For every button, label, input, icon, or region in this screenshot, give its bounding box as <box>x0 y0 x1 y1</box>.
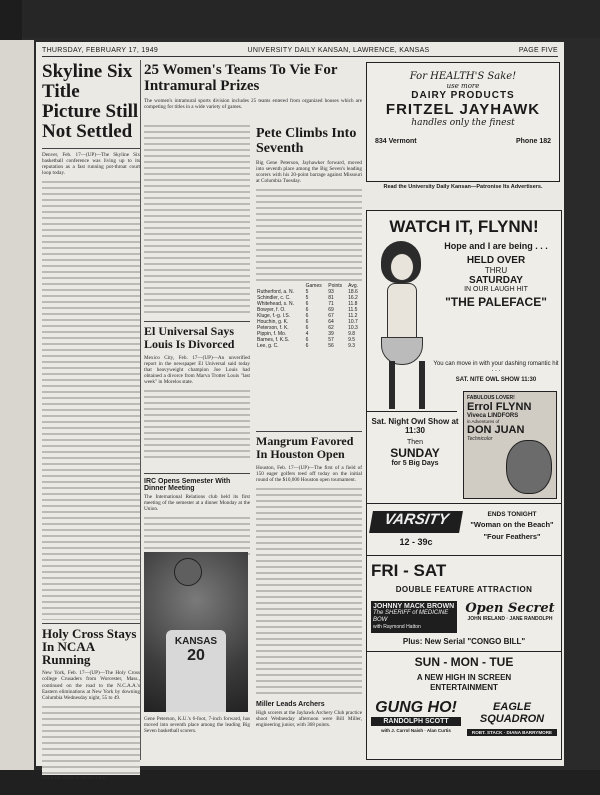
photo-gene-peterson <box>144 552 248 712</box>
johnny-mack-brown <box>371 601 457 633</box>
sunday: SUNDAY <box>390 446 440 460</box>
scorer-stat: 6 <box>305 343 309 350</box>
louis-story-body <box>144 389 250 459</box>
scorer-name: Whitehead, s. N. <box>257 301 294 308</box>
pinup-illustration <box>373 241 431 411</box>
then: Then <box>407 439 423 446</box>
film-border-top <box>0 0 600 38</box>
scorer-stat: 57 <box>328 337 334 344</box>
headline-miller: Miller Leads Archers <box>256 701 325 709</box>
scorer-stat: 69 <box>328 307 334 314</box>
eagle-block <box>467 701 557 736</box>
sheriff-title: The SHERIFF of MEDICINE BOW <box>373 610 449 623</box>
paleface-title: "THE PALEFACE" <box>445 295 547 309</box>
dairy-tag: handles only the finest <box>411 118 515 128</box>
scorers-row <box>256 343 362 349</box>
jersey-text: KANSAS <box>174 636 218 647</box>
column-sports-left <box>42 60 141 781</box>
scorer-stat: 18.6 <box>348 289 358 296</box>
scorer-stat: 5 <box>305 295 309 302</box>
mangrum-story <box>256 428 362 758</box>
scorer-stat: 6 <box>305 319 309 326</box>
louis-story-lead: Mexico City, Feb. 17—(UP)—An unverified report in the newspaper El Universal said today that heavyweight champion Joe Louis had obtained a divorce from Marva Trotter Louis "last week" in Morelos state. <box>144 355 250 386</box>
scorer-stat: 6 <box>305 301 309 308</box>
dairy-phone: Phone 182 <box>515 138 551 145</box>
masthead <box>42 44 558 57</box>
eagle-squadron: EAGLE SQUADRON <box>479 701 545 725</box>
ends-title: "Woman on the Beach" <box>470 520 554 529</box>
gung-ho: GUNG HO! <box>375 699 457 716</box>
divider <box>256 431 362 432</box>
double-feature: DOUBLE FEATURE ATTRACTION <box>395 585 533 594</box>
previous-page-edge <box>0 40 34 770</box>
scorer-stat: 11.2 <box>348 313 358 320</box>
scorer-stat: 16.2 <box>348 295 358 302</box>
photo-caption: Gene Peterson, K.U.'s 6-foot, 7-inch forward, has moved into seventh place among the leading Big Seven basketball scorers. <box>144 716 250 735</box>
irc-story <box>144 470 250 550</box>
scorer-stat: 6 <box>305 313 309 320</box>
saturday: SATURDAY <box>469 275 523 286</box>
basketball-icon <box>174 558 202 586</box>
scorer-stat: 9.3 <box>348 343 356 350</box>
holy-cross-body <box>42 705 140 775</box>
sun-mon-tue: SUN - MON - TUE <box>414 655 514 669</box>
scorer-stat: 5 <box>305 289 309 296</box>
headline-holy-cross: Holy Cross Stays In NCAA Running <box>42 626 137 668</box>
owl-line: SAT. NITE OWL SHOW 11:30 <box>455 377 537 383</box>
thru: THRU <box>484 266 508 275</box>
hope-line: Hope and I are being . . . <box>444 241 548 251</box>
poster-color: Technicolor <box>467 436 493 442</box>
new-high: A NEW HIGH IN SCREEN ENTERTAINMENT <box>416 673 512 692</box>
headline-mangrum: Mangrum Favored In Houston Open <box>256 434 354 461</box>
masthead-paper: UNIVERSITY DAILY KANSAN, LAWRENCE, KANSAS <box>247 46 430 54</box>
headline-womens-teams: 25 Women's Teams To Vie For Intramural Prizes <box>144 62 338 94</box>
pete-story-lead: Big Gene Peterson, Jayhawker forward, moved into seventh place among the Big Seven's leading scorers with his 20-point barrage against Missouri at Columbia Tuesday. <box>256 160 362 185</box>
scorer-name: Rutherford, a. N. <box>257 289 294 296</box>
poster-title: DON JUAN <box>467 424 525 436</box>
scorer-stat: 6 <box>305 325 309 332</box>
owl-show: Sat. Night Owl Show at 11:30 <box>371 417 459 435</box>
pete-story <box>256 124 362 424</box>
column-ads <box>366 60 560 760</box>
scorer-stat: 10.7 <box>348 319 358 326</box>
skyline-story-lead: Denver, Feb. 17—(UP)—The Skyline Six basketball conference was living up to its reputation as a fast running pot-throat court loop today. <box>42 152 140 177</box>
scorer-name: Schindler, c. C. <box>257 295 291 302</box>
eagle-cast: ROBT. STACK · DIANA BARRYMORE <box>467 729 557 736</box>
promo-line: Read the University Daily Kansan—Patronise Its Advertisers. <box>383 184 543 190</box>
poster-costar: Viveca LINDFORS <box>467 413 519 419</box>
held-over: HELD OVER <box>466 255 526 266</box>
scorer-name: Peterson, f. K. <box>257 325 289 332</box>
dairy-line3: DAIRY PRODUCTS <box>411 90 515 101</box>
womens-story-body <box>144 124 250 314</box>
jersey-number: 20 <box>187 647 205 664</box>
dairy-line1: For HEALTH'S Sake! <box>409 71 517 82</box>
headline-pete-climbs: Pete Climbs Into Seventh <box>256 126 357 156</box>
scorer-name: Pippin, f. Mo. <box>257 331 287 338</box>
poster-top: FABULOUS LOVER! <box>467 395 515 401</box>
randolph-scott: RANDOLPH SCOTT <box>371 717 461 726</box>
scorer-name: Bowyer, f. O. <box>257 307 286 314</box>
scorer-stat: 56 <box>328 343 334 350</box>
move-in-line: You can move in with your dashing romantic hit . . . <box>433 361 559 373</box>
scorer-name: Lee, g. C. <box>257 343 279 350</box>
don-juan-poster <box>463 391 557 499</box>
scorer-stat: 10.3 <box>348 325 358 332</box>
flynn-portrait <box>506 440 552 494</box>
divider <box>144 321 250 322</box>
headline-irc: IRC Opens Semester With Dinner Meeting <box>144 478 231 492</box>
scorer-stat: 93 <box>328 289 334 296</box>
for-days: for 5 Big Days <box>391 460 439 467</box>
headline-skyline: Skyline Six Title Picture Still Not Settled <box>42 61 139 142</box>
holy-cross-lead: New York, Feb. 17—(UP)—The Holy Cross college Crusaders from Worcester, Mass., continued on the road to the N.C.A.A.'s Eastern eliminations at New York by downing Columbia Wednesday night, 55 to 49. <box>42 670 140 701</box>
scorer-stat: 67 <box>328 313 334 320</box>
mangrum-story-lead: Houston, Feb. 17—(UP)—The first of a field of 150 eager golfers teed off today on the initial round of the $10,000 Houston open tournament. <box>256 465 362 484</box>
ends-tonight-block <box>467 511 557 541</box>
pete-story-body <box>256 188 362 283</box>
jersey <box>166 630 226 712</box>
open-secret-cast: JOHN IRELAND · JANE RANDOLPH <box>467 616 553 622</box>
mangrum-story-body <box>256 487 362 697</box>
watch-flynn-headline: WATCH IT, FLYNN! <box>389 217 539 236</box>
divider <box>144 473 250 474</box>
scorer-stat: 81 <box>328 295 334 302</box>
scorers-table <box>256 283 362 349</box>
scorer-stat: 6 <box>305 307 309 314</box>
varsity-title: VARSITY <box>382 511 450 528</box>
gung-ho-cast: with J. Carrol Naish · Alan Curtis <box>381 728 451 733</box>
skyline-story-body <box>42 180 140 620</box>
divider <box>367 411 457 412</box>
headline-louis-divorced: El Universal Says Louis Is Divorced <box>144 324 235 351</box>
kansan-plug: Read the Daily Kansan daily. <box>42 774 107 781</box>
scorer-stat: 39 <box>328 331 334 338</box>
scorer-stat: 11.8 <box>348 301 358 308</box>
masthead-date: THURSDAY, FEBRUARY 17, 1949 <box>42 46 159 54</box>
column-sports-center <box>144 60 362 760</box>
scorer-name: Barnes, f. K.S. <box>257 337 290 344</box>
poster-star: Errol FLYNN <box>467 401 532 413</box>
open-secret-block <box>463 601 557 633</box>
gung-ho-block <box>371 699 461 733</box>
dairy-brand: FRITZEL JAYHAWK <box>385 101 541 118</box>
scorer-stat: 62 <box>328 325 334 332</box>
newspaper-page <box>36 42 564 781</box>
scorer-name: Kluge, f.-g. I.S. <box>257 313 291 320</box>
divider <box>367 651 561 652</box>
dairy-contact <box>367 128 559 145</box>
scorer-stat: 6 <box>305 337 309 344</box>
raymond-hatton: with Raymond Hatton <box>373 624 421 630</box>
irc-story-body <box>144 516 250 556</box>
scorer-stat: 9.8 <box>348 331 356 338</box>
divider <box>42 148 140 149</box>
movie-ads <box>366 210 562 760</box>
owl-show-box <box>371 417 459 467</box>
louis-story <box>144 318 250 468</box>
four-feathers: "Four Feathers" <box>483 532 541 541</box>
divider <box>367 555 561 556</box>
divider <box>42 623 140 624</box>
poster-in: in Adventures of <box>467 419 500 424</box>
masthead-page: PAGE FIVE <box>518 46 558 54</box>
paleface-ad <box>433 241 559 309</box>
dairy-address: 834 Vermont <box>375 138 417 145</box>
serial-line: Plus: New Serial "CONGO BILL" <box>402 637 526 646</box>
scorer-stat: 4 <box>305 331 309 338</box>
scorer-stat: 9.5 <box>348 337 356 344</box>
scorer-stat: 64 <box>328 319 334 326</box>
dairy-ad <box>366 62 560 182</box>
womens-story-lead: The women's intramural sports division includes 25 teams entered from organized houses which are competing for titles in a wide variety of games. <box>144 98 362 111</box>
varsity-price: 12 - 39c <box>399 537 433 547</box>
dairy-line2: use more <box>446 82 480 90</box>
divider <box>367 503 561 504</box>
varsity-logo <box>369 511 463 533</box>
johnny-name: JOHNNY MACK BROWN <box>373 603 455 610</box>
scorers-header: Games Points Avg. <box>305 283 359 290</box>
scorer-name: Houchin, g. K. <box>257 319 289 326</box>
ends-tonight: ENDS TONIGHT <box>487 511 537 518</box>
miller-story-lead: High scorers at the Jayhawk Archery Club practice shoot Wednesday afternoon were Bill Miller, engineering junior, with 368 points. <box>256 710 362 729</box>
open-secret: Open Secret <box>465 601 555 616</box>
fri-sat: FRI - SAT <box>371 561 447 580</box>
scorer-stat: 71 <box>328 301 334 308</box>
scorer-stat: 11.5 <box>348 307 358 314</box>
irc-story-lead: The International Relations club held its first meeting of the semester at a dinner Monday at the Union. <box>144 494 250 513</box>
laugh-hit: IN OUR LAUGH HIT <box>464 286 528 293</box>
